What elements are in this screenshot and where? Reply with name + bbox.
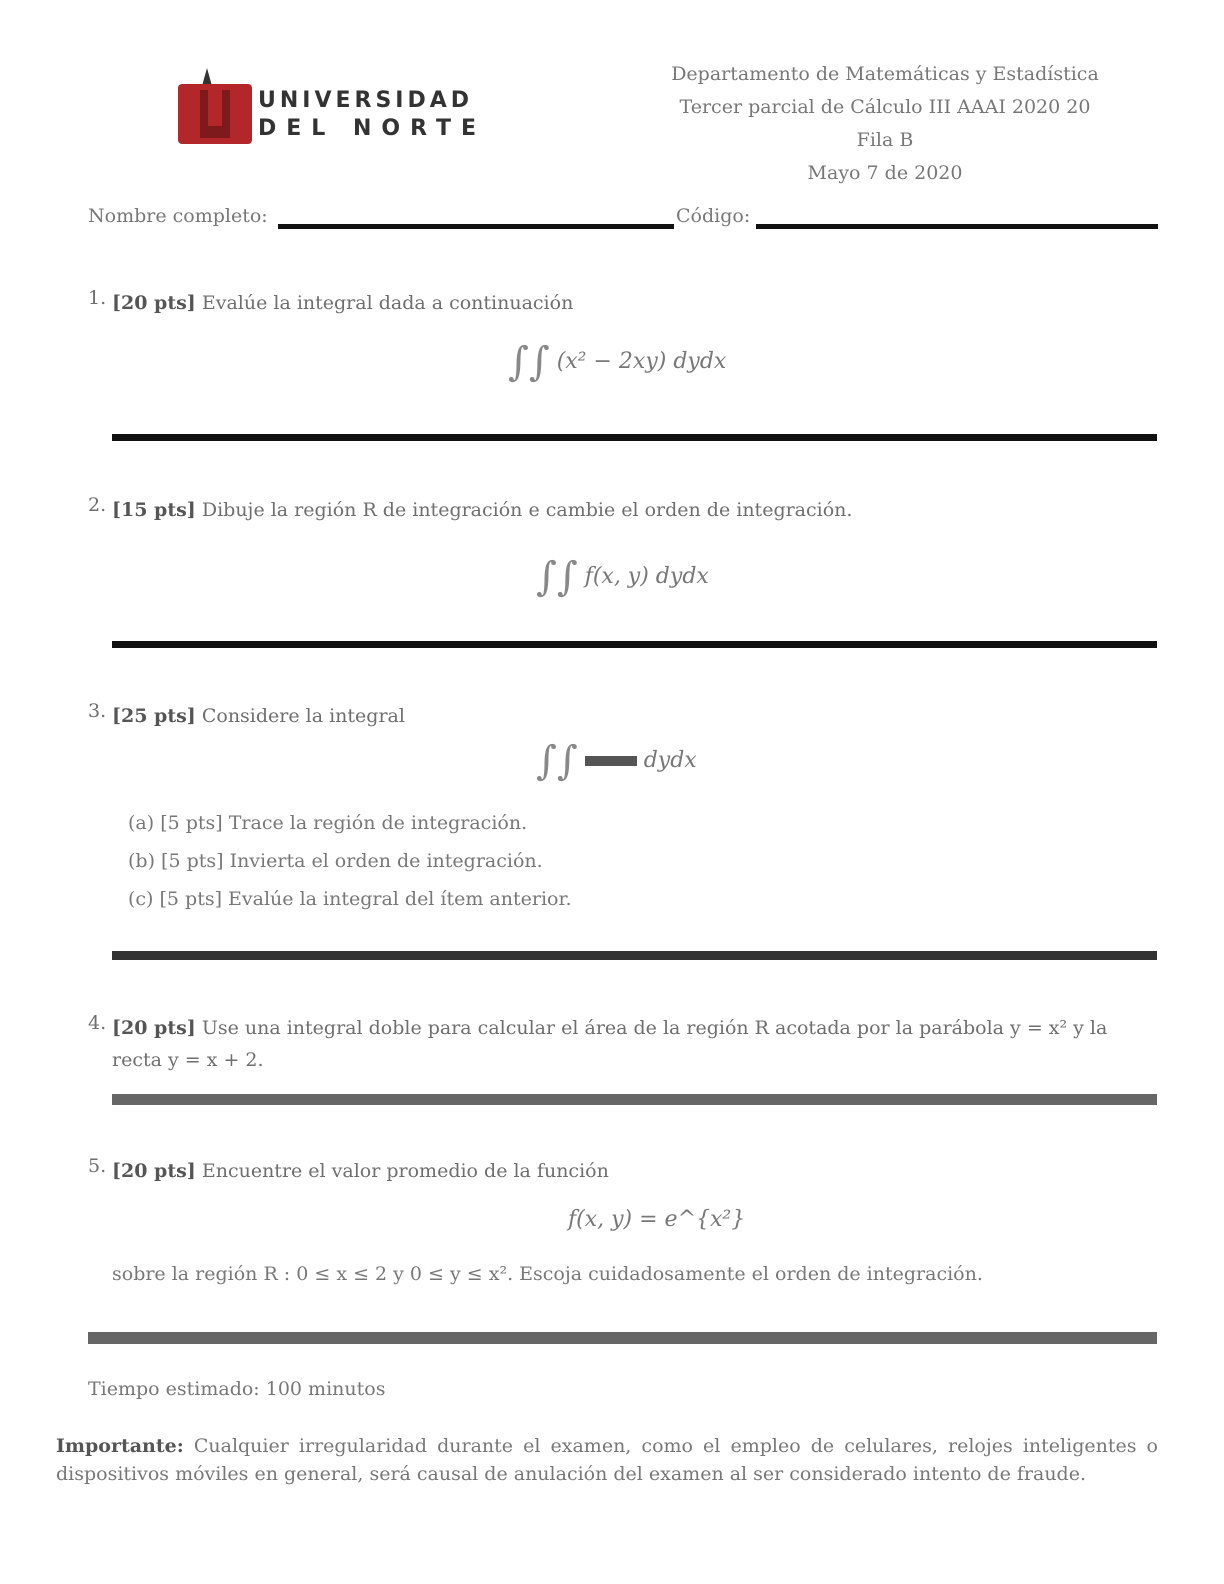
sub-question-b: (b) [5 pts] Invierta el orden de integración. bbox=[128, 850, 543, 872]
problem-number: 5. bbox=[88, 1155, 107, 1177]
problem-points: [25 pts] bbox=[112, 705, 196, 727]
exam-header bbox=[650, 58, 1120, 190]
section-divider bbox=[112, 1094, 1157, 1105]
name-field-line[interactable] bbox=[278, 224, 674, 229]
section-divider bbox=[112, 951, 1157, 960]
university-logo bbox=[170, 68, 490, 158]
integral-sign-icon: ∫∫ bbox=[508, 339, 550, 385]
name-label: Nombre completo: bbox=[88, 205, 268, 227]
problem-5 bbox=[88, 1155, 1158, 1295]
sub-question-c: (c) [5 pts] Evalúe la integral del ítem anterior. bbox=[128, 888, 572, 910]
problem-3 bbox=[88, 700, 1158, 940]
problem-text: Dibuje la región R de integración e cambie el orden de integración. bbox=[201, 499, 853, 521]
logo-emblem-icon bbox=[178, 84, 252, 144]
problem-2 bbox=[88, 494, 1158, 634]
student-info-row bbox=[88, 205, 1158, 235]
section-divider bbox=[88, 1332, 1157, 1344]
important-label: Importante: bbox=[56, 1435, 184, 1457]
problem-text: Encuentre el valor promedio de la función bbox=[201, 1160, 609, 1182]
problem-text: Use una integral doble para calcular el área de la región R acotada por la parábola y = x² y la recta y = x + 2. bbox=[112, 1017, 1108, 1071]
problem-formula: ∫∫ dydx bbox=[536, 738, 697, 784]
exam-version: Fila B bbox=[856, 129, 914, 151]
code-label: Código: bbox=[676, 205, 751, 227]
department-name: Departamento de Matemáticas y Estadística bbox=[671, 63, 1099, 85]
section-divider bbox=[112, 434, 1157, 441]
problem-number: 2. bbox=[88, 494, 107, 516]
problem-text: Evalúe la integral dada a continuación bbox=[201, 292, 574, 314]
important-text: Cualquier irregularidad durante el examen, como el empleo de celulares, relojes inteligentes o dispositivos móviles en general, será causal de anulación del examen al ser considerado intento de fraude. bbox=[56, 1435, 1158, 1485]
problem-4 bbox=[88, 1012, 1158, 1082]
logo-text-line1: UNIVERSIDAD bbox=[258, 88, 474, 113]
problem-number: 4. bbox=[88, 1012, 107, 1034]
problem-number: 3. bbox=[88, 700, 107, 722]
code-field-line[interactable] bbox=[756, 224, 1158, 229]
exam-date: Mayo 7 de 2020 bbox=[807, 162, 963, 184]
important-notice bbox=[56, 1432, 1158, 1488]
problem-formula: f(x, y) = e^{x²} bbox=[568, 1207, 746, 1232]
logo-text-line2: DEL NORTE bbox=[258, 116, 487, 141]
problem-formula: ∫∫ f(x, y) dydx bbox=[536, 554, 709, 600]
problem-region-text: sobre la región R : 0 ≤ x ≤ 2 y 0 ≤ y ≤ x². Escoja cuidadosamente el orden de integración. bbox=[112, 1263, 983, 1285]
problem-points: [20 pts] bbox=[112, 1017, 196, 1039]
problem-1 bbox=[88, 287, 1158, 427]
integral-sign-icon: ∫∫ bbox=[536, 554, 578, 600]
problem-points: [20 pts] bbox=[112, 1160, 196, 1182]
estimated-time: Tiempo estimado: 100 minutos bbox=[88, 1378, 386, 1400]
problem-points: [15 pts] bbox=[112, 499, 196, 521]
problem-formula: ∫∫ (x² − 2xy) dydx bbox=[508, 339, 727, 385]
problem-points: [20 pts] bbox=[112, 292, 196, 314]
problem-text: Considere la integral bbox=[201, 705, 405, 727]
fraction-bar bbox=[585, 756, 637, 766]
integral-sign-icon: ∫∫ bbox=[536, 738, 578, 784]
problem-number: 1. bbox=[88, 287, 107, 309]
section-divider bbox=[112, 641, 1157, 648]
sub-question-a: (a) [5 pts] Trace la región de integración. bbox=[128, 812, 528, 834]
exam-title: Tercer parcial de Cálculo III AAAI 2020 20 bbox=[679, 96, 1091, 118]
